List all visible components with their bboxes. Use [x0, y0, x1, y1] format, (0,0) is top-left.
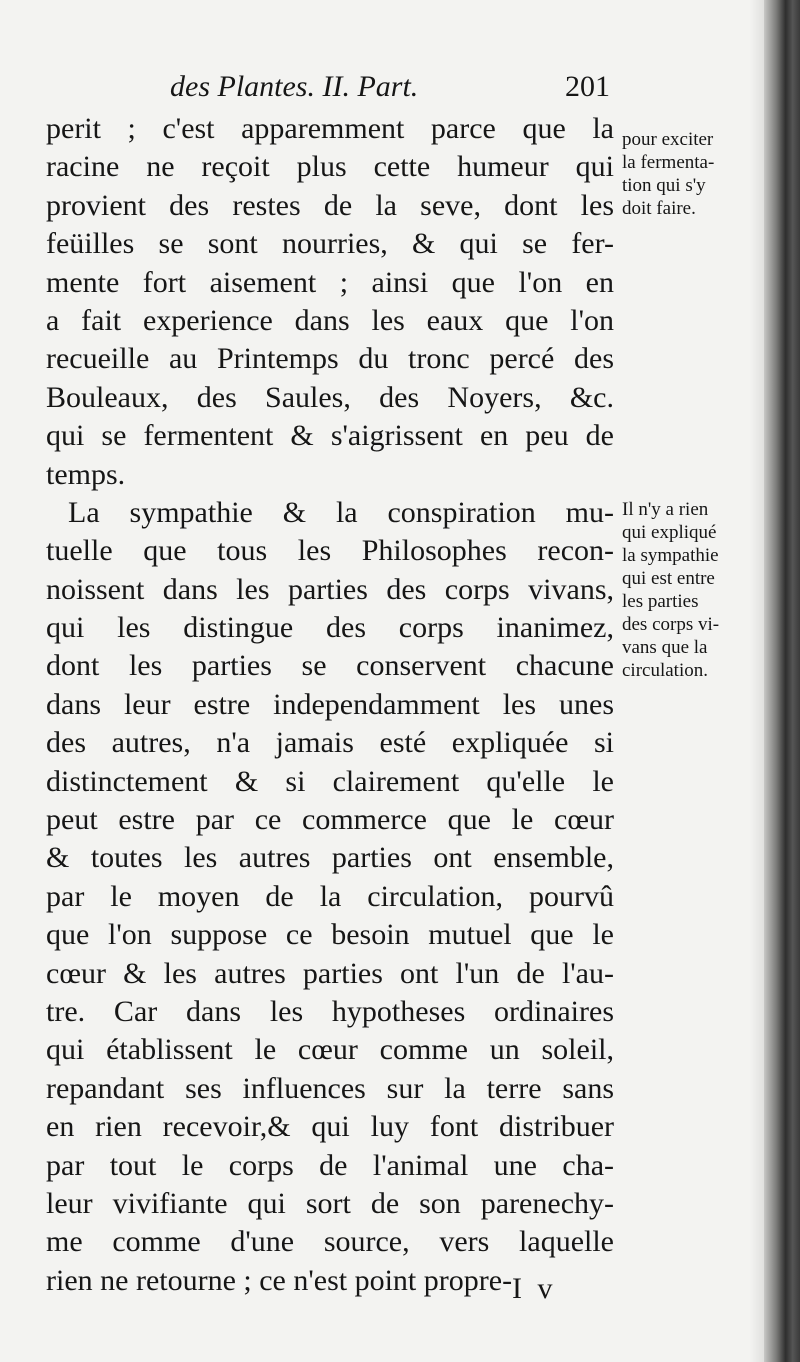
- text-line: distinctement & si clairement qu'elle le: [46, 764, 614, 798]
- text-line: noissent dans les parties des corps vivans,: [46, 572, 614, 606]
- text-line: dans leur estre independamment les unes: [46, 687, 614, 721]
- text-line: tre. Car dans les hypotheses ordinaires: [46, 994, 614, 1028]
- margin-note-fermentation: [622, 128, 758, 220]
- signature-mark: I v: [512, 1272, 557, 1305]
- text-line: temps.: [46, 457, 126, 491]
- text-line: racine ne reçoit plus cette humeur qui: [46, 150, 614, 184]
- text-line: repandant ses influences sur la terre sans: [46, 1071, 614, 1105]
- text-line: recueille au Printemps du tronc percé des: [46, 342, 614, 376]
- margin-note-line: Il n'y a rien: [622, 499, 709, 520]
- margin-note-sympathie: [622, 498, 758, 682]
- text-line: qui établissent le cœur comme un soleil,: [46, 1033, 614, 1067]
- text-line: feüilles se sont nourries, & qui se fer-: [46, 227, 614, 261]
- margin-note-line: doit faire.: [622, 198, 696, 219]
- text-line: par le moyen de la circulation, pourvû: [46, 879, 614, 913]
- text-line: Bouleaux, des Saules, des Noyers, &c.: [46, 380, 614, 414]
- margin-note-line: qui expliqué: [622, 522, 717, 543]
- text-line: qui les distingue des corps inanimez,: [46, 611, 614, 645]
- text-line: qui se fermentent & s'aigrissent en peu de: [46, 419, 614, 453]
- margin-note-line: la sympathie: [622, 545, 719, 566]
- margin-note-line: tion qui s'y: [622, 175, 706, 196]
- text-line: & toutes les autres parties ont ensemble,: [46, 841, 614, 875]
- text-line: La sympathie & la conspiration mu-: [68, 495, 614, 529]
- margin-note-line: vans que la: [622, 637, 708, 658]
- margin-note-line: pour exciter: [622, 129, 714, 150]
- margin-note-line: des corps vi-: [622, 614, 720, 635]
- text-line: provient des restes de la seve, dont les: [46, 188, 614, 222]
- margin-note-line: la fermenta-: [622, 152, 715, 173]
- text-line: par tout le corps de l'animal une cha-: [46, 1148, 614, 1182]
- main-text: [46, 110, 614, 1300]
- text-line: cœur & les autres parties ont l'un de l'au-: [46, 956, 614, 990]
- text-line: rien ne retourne ; ce n'est point propre-: [46, 1263, 513, 1297]
- margin-note-line: les parties: [622, 591, 699, 612]
- text-line: perit ; c'est apparemment parce que la: [46, 112, 614, 145]
- page-number: 201: [565, 70, 610, 103]
- text-line: en rien recevoir,& qui luy font distribuer: [46, 1110, 614, 1144]
- text-line: a fait experience dans les eaux que l'on: [46, 303, 614, 337]
- text-line: mente fort aisement ; ainsi que l'on en: [46, 265, 614, 299]
- text-line: leur vivifiante qui sort de son parenechy-: [46, 1186, 614, 1220]
- running-head: des Plantes. II. Part.: [170, 70, 419, 103]
- book-binding: [764, 0, 800, 1362]
- text-line: me comme d'une source, vers laquelle: [46, 1225, 614, 1259]
- margin-note-line: qui est entre: [622, 568, 715, 589]
- margin-note-line: circulation.: [622, 660, 708, 681]
- text-line: dont les parties se conservent chacune: [46, 649, 614, 683]
- text-line: des autres, n'a jamais esté expliquée si: [46, 726, 614, 760]
- text-line: peut estre par ce commerce que le cœur: [46, 803, 614, 837]
- text-line: tuelle que tous les Philosophes recon-: [46, 534, 614, 568]
- text-line: que l'on suppose ce besoin mutuel que le: [46, 918, 614, 952]
